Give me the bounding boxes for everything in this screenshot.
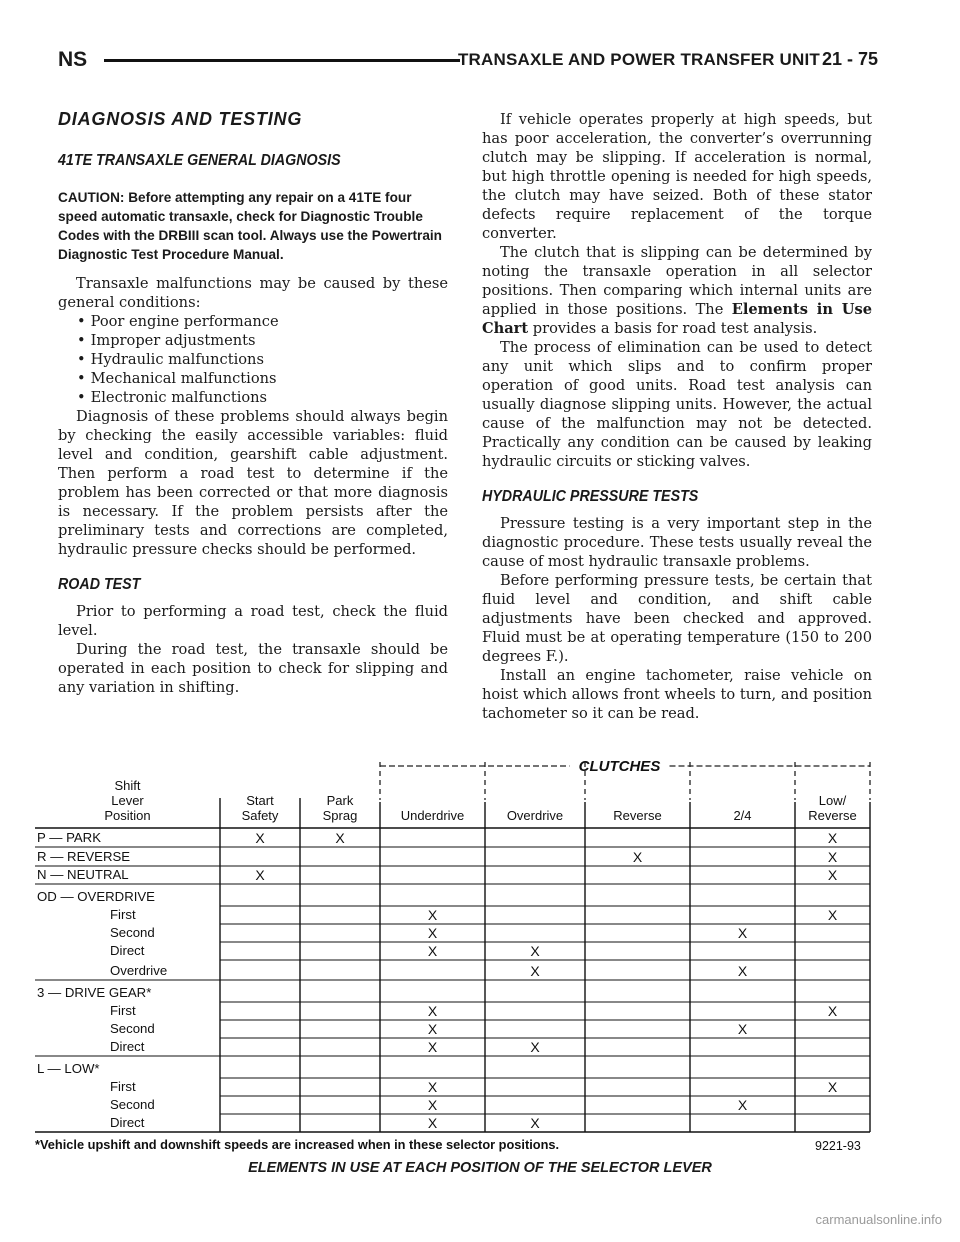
left-column (58, 110, 448, 697)
column-header-label: Reverse (613, 808, 662, 823)
pressure-paragraph-3: Install an engine tachometer, raise vehicle on hoist which allows front wheels to turn, and position tachometer so it can be read. (482, 667, 872, 722)
bullet-icon: • (77, 389, 86, 406)
elements-in-use-chart (35, 748, 915, 1168)
column-header-label: Shift (114, 778, 141, 793)
bullet-icon: • (77, 351, 86, 368)
elements-chart-reference: Elements in Use Chart (482, 301, 872, 337)
x-mark: X (427, 1021, 438, 1037)
x-mark: X (530, 963, 540, 979)
row-label: Direct (110, 1039, 145, 1054)
pressure-paragraph-2: Before performing pressure tests, be certain that fluid level and condition, and shift cable adjustments have been checked and approved. Fluid must be at operating temperature (150 to 200 degrees F.). (482, 572, 872, 665)
bullet-icon: • (77, 313, 86, 330)
subheading-general-diagnosis: 41TE TRANSAXLE GENERAL DIAGNOSIS (58, 152, 341, 169)
row-label: R — REVERSE (37, 849, 131, 864)
bullet-icon: • (77, 370, 86, 387)
x-mark: X (427, 1003, 438, 1019)
x-mark: X (632, 849, 643, 865)
x-mark: X (737, 963, 748, 979)
header-rule (104, 59, 460, 62)
elimination-paragraph: The process of elimination can be used to detect any unit which slips and to confirm proper operation of good units. Road test analysis can usually diagnose slipping units. However, the actual cause of the malfunction may not be detected. Practically any condition can be caused by leaking hydraulic circuits or sticking valves. (482, 339, 872, 470)
column-header-label: 2/4 (733, 808, 752, 823)
caution-note: CAUTION: Before attempting any repair on a 41TE four speed automatic transaxle, check for Diagnostic Trouble Codes with the DRBIII scan tool. Always use the Powertrain Diagnostic Test Procedure Manual. (58, 190, 442, 262)
row-label: P — PARK (37, 830, 102, 845)
row-label: Direct (110, 943, 145, 958)
row-label: OD — OVERDRIVE (37, 889, 155, 904)
list-item: • Poor engine performance (77, 313, 279, 330)
section-heading: DIAGNOSIS AND TESTING (58, 109, 303, 129)
x-mark: X (737, 1021, 748, 1037)
road-test-paragraph-1: Prior to performing a road test, check the fluid level. (58, 603, 448, 639)
watermark: carmanualsonline.info (815, 1212, 942, 1227)
row-label: L — LOW* (37, 1061, 100, 1076)
subheading-road-test: ROAD TEST (58, 576, 141, 593)
list-item: • Electronic malfunctions (77, 389, 268, 406)
column-header-label: Low/ (818, 793, 847, 808)
x-mark: X (530, 1115, 540, 1131)
page-header (58, 38, 878, 78)
x-mark: X (427, 925, 438, 941)
slipping-clutch-paragraph: The clutch that is slipping can be determined by noting the transaxle operation in all selector positions. Then comparing which internal units are applied in those positions. The Elements in Use Chart provides a basis for road test analysis. (482, 244, 872, 337)
x-mark: X (530, 1039, 540, 1055)
x-mark: X (827, 830, 838, 846)
chart-caption: ELEMENTS IN USE AT EACH POSITION OF THE SELECTOR LEVER (248, 1160, 712, 1176)
x-mark: X (427, 1039, 438, 1055)
column-header-label: Reverse (808, 808, 857, 823)
x-mark: X (427, 943, 438, 959)
row-label: First (110, 907, 136, 922)
header-title: TRANSAXLE AND POWER TRANSFER UNIT (457, 50, 820, 69)
diagnosis-paragraph: Diagnosis of these problems should always begin by checking the easily accessible variables: fluid level and condition, gearshift cable adjustment. Then perform a road test to determine if the problem has been corrected or that more diagnosis is necessary. If the problem persists after the preliminary tests and corrections are completed, hydraulic pressure checks should be performed. (58, 408, 448, 558)
column-header-label: Start (246, 793, 274, 808)
list-item: • Improper adjustments (77, 332, 256, 349)
page-number: 21 - 75 (821, 49, 878, 69)
x-mark: X (827, 907, 838, 923)
x-mark: X (427, 907, 438, 923)
row-label: 3 — DRIVE GEAR* (37, 985, 152, 1000)
subheading-pressure-tests: HYDRAULIC PRESSURE TESTS (482, 488, 699, 505)
x-mark: X (255, 867, 265, 883)
column-header-label: Position (104, 808, 151, 823)
x-mark: X (530, 943, 540, 959)
row-label: Second (110, 1021, 155, 1036)
x-mark: X (737, 925, 748, 941)
list-item: • Mechanical malfunctions (77, 370, 277, 387)
column-header-label: Park (326, 793, 354, 808)
pressure-paragraph-1: Pressure testing is a very important step in the diagnostic procedure. These tests usually reveal the cause of most hydraulic transaxle problems. (482, 515, 872, 570)
x-mark: X (427, 1079, 438, 1095)
list-item: • Hydraulic malfunctions (77, 351, 264, 368)
chart-footnote: *Vehicle upshift and downshift speeds are increased when in these selector positions. (35, 1137, 560, 1152)
row-label: Overdrive (110, 963, 168, 978)
figure-id: 9221-93 (815, 1139, 861, 1153)
bullet-icon: • (77, 332, 86, 349)
header-model: NS (58, 48, 88, 71)
x-mark: X (255, 830, 265, 846)
column-header-label: Overdrive (506, 808, 564, 823)
row-label: Second (110, 1097, 155, 1112)
x-mark: X (335, 830, 345, 846)
column-header-label: Lever (111, 793, 144, 808)
column-header-label: Sprag (322, 808, 358, 823)
x-mark: X (427, 1115, 438, 1131)
conditions-list (58, 312, 448, 407)
row-label: Second (110, 925, 155, 940)
x-mark: X (827, 1003, 838, 1019)
converter-paragraph: If vehicle operates properly at high speeds, but has poor acceleration, the converter’s overrunning clutch may be slipping. If acceleration is normal, but high throttle opening is needed for high speeds, the clutch may have seized. Both of these stator defects require replacement of the torque converter. (482, 111, 872, 242)
road-test-paragraph-2: During the road test, the transaxle should be operated in each position to check for slipping and any variation in shifting. (58, 641, 448, 696)
clutches-label: CLUTCHES (578, 758, 661, 775)
column-header-label: Safety (241, 808, 279, 823)
intro-paragraph: Transaxle malfunctions may be caused by these general conditions: (58, 275, 448, 311)
x-mark: X (427, 1097, 438, 1113)
x-mark: X (827, 867, 838, 883)
x-mark: X (827, 849, 838, 865)
x-mark: X (737, 1097, 748, 1113)
x-mark: X (827, 1079, 838, 1095)
column-header-label: Underdrive (400, 808, 465, 823)
row-label: N — NEUTRAL (37, 867, 129, 882)
row-label: Direct (110, 1115, 145, 1130)
row-label: First (110, 1079, 136, 1094)
right-column (482, 110, 872, 723)
row-label: First (110, 1003, 136, 1018)
